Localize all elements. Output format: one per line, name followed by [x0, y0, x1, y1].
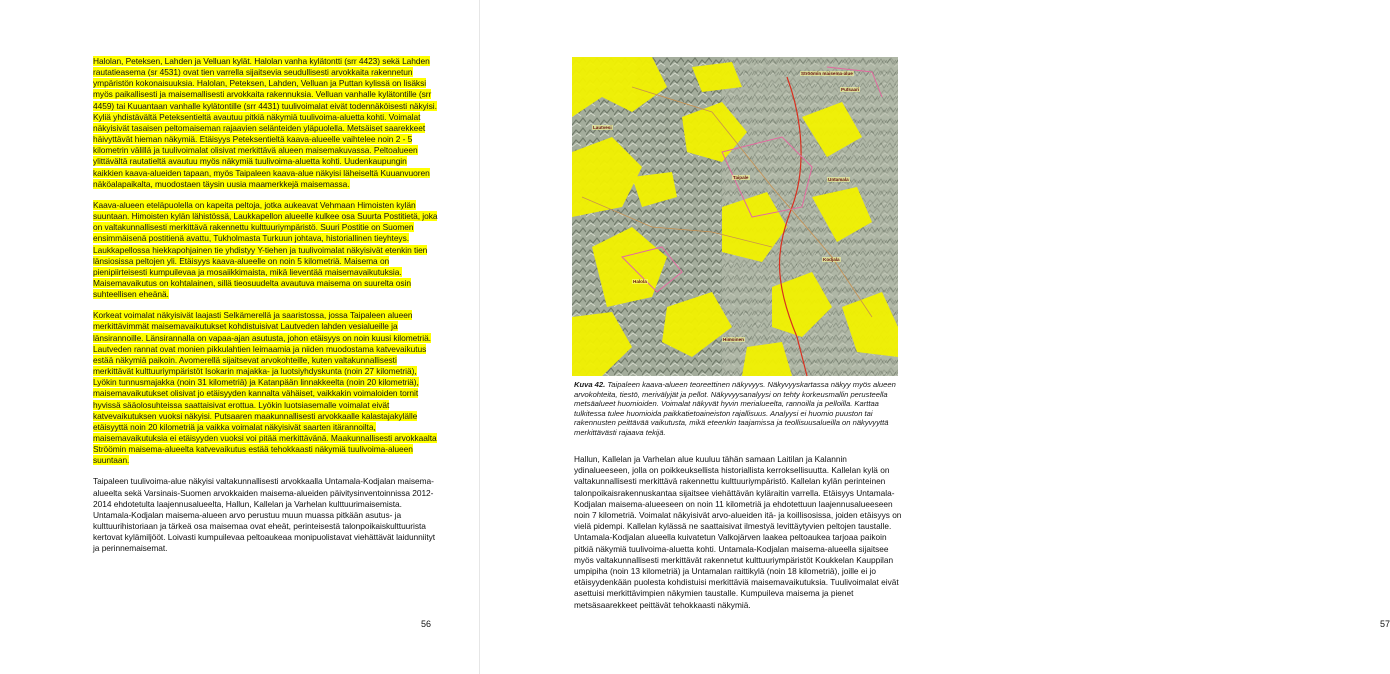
paragraph-text: Korkeat voimalat näkyisivät laajasti Selkämerellä ja saaristossa, jossa Taipaleen alueen merkittävimmät maisemavaikutukset kohdistuisivat Lautveden lahden vesialueille ja länsirannoille. Länsirannalla on vapaa-ajan asutusta, johon etäisyys on noin kuusi kilometriä. Lautveden rannat ovat monien pikkulahtien leimaamia ja niiden muodostama katvevaikutus estää näkymiä paikoin. Avomerellä sijaitsevat arvokohteille, kuten valtakunnallisesti merkittävät kulttuuriympäristöt Isokarin majakka- ja luotsiyhdyskunta (noin 27 kilometriä), Lyökin tunnusmajakka (noin 31 kilometriä) ja Katanpään linnakkeelta (noin 20 kilometriä), maisemavaikutukset olisivat jo etäisyyden kannalta vähäiset, vaikkakin voimaloiden tornit hyvissä sääolosuhteissa saattaisivat erottua. Lyökin luotsiasemalle voimalat eivät katvevaikutuksen vuoksi näkyisi. Putsaaren maakunnallisesti arvokkaalle kalastajakylälle etäisyyttä noin 20 kilometriä ja vaikka voimalat näkyisivät saarten itärannoilta, maisemavaikutuksia ei etäisyyden vuoksi voi pitää merkittävänä. Maakunnallisesti arvokkaalta Ströömin maisema-alueelta katvevaikutus estää tehokkaasti näkymiä tuulivoima-alueen suuntaan.: [93, 310, 437, 466]
paragraph-villages: [93, 56, 438, 190]
caption-label: Kuva 42.: [574, 380, 606, 389]
map-label: Ströömin maisema-alue: [801, 71, 853, 76]
map-label: Putsaari: [841, 87, 860, 92]
paragraph-hallu: Hallun, Kallelan ja Varhelan alue kuuluu tähän samaan Laitilan ja Kalannin ydinalueeseen, jolla on poikkeuksellista historiallista kerroksellisuutta. Kallelan kylä on valtakunnallisesti merkittävä rakennettu kulttuuriympäristö. Kallelan kylän perinteinen talonpoikaisrakennuskantaa sijaitsee viehättävän kyläraitin varrella. Etäisyys Untamala-Kodjalan maisema-alueeseen on noin 11 kilometriä ja ehdotettuun laajennusalueeseen noin 7 kilometriä. Voimalat näkyisivät arvo-alueiden itä- ja koillisosissa, joiden etäisyys on vielä pidempi. Kallelan kylässä ne saattaisivat ilmestyä levittäytyvien peltojen taustalle. Untamala-Kodjalan alueella kuivatetun Valkojärven laakea peltoaukea tarjoaa paikoin pitkiä näkymiä tuulivoima-aluetta kohti. Untamala-Kodjalan maisema-alueella sijaitsee myös valtakunnallisesti merkittävät rakennetut kulttuuriympäristöt Koukkelan Kauppilan umpipiha (noin 13 kilometriä) ja Untamalan raittikylä (noin 18 kilometriä), joille ei jo etäisyydenkään puolesta kohdistuisi merkittäviä maisemavaikutuksia. Tuulivoimalat eivät asettuisi merkittävimpien näkymien taustalle. Kumpuileva maisema ja pienet metsäsaarekkeet peittävät tehokkaasti näkymiä.: [574, 454, 902, 610]
right-text-column: [574, 454, 904, 611]
visibility-map: [572, 57, 898, 376]
map-label: Kodjala: [823, 257, 840, 262]
paragraph-sea: [93, 310, 438, 466]
map-label: Himoinen: [723, 337, 744, 342]
map-label: Lautvesi: [593, 125, 612, 130]
left-page: [0, 0, 480, 674]
left-text-column: [93, 56, 438, 565]
map-label: Halola: [633, 279, 647, 284]
caption-text: Taipaleen kaava-alueen teoreettinen näkyvyys. Näkyvyyskartassa näkyy myös alueen arvokohteita, tiestö, merivälyjät ja pellot. Näkyvyysanalyysi on tehty korkeusmallin perusteella metsäalueet huomioiden. Voimalat näkyvät hyvin merialueelta, rannoilla ja pelloilla. Karttaa tulkitessa tulee huomioida paikkatietoaineiston rajallisuus. Analyysi ei huomio puuston tai rakennusten peittävää vaikutusta, mikä eteenkin taajamissa ja teollisuusalueilla on näkyvyyttä merkittävästi rajaava tekijä.: [574, 380, 896, 437]
paragraph-text: Halolan, Peteksen, Lahden ja Velluan kylät. Halolan vanha kylätontti (srr 4423) sekä Lahden rautatieasema (sr 4531) ovat tien varrella sijaitsevia seudullisesti arvokkaita rakennetun ympäristön kokonaisuuksia. Halolan, Peteksen, Lahden, Velluan ja Puttan kylissä on lisäksi myös paikallisesti ja maisemallisesti arvokkaita rakennuksia. Velluan vanhalle kylätontille (srr 4459) tai Kuuantaan vanhalle kylätontille (srr 4431) tuulivoimalat eivät todennäköisesti näkyisi. Kyliä yhdistävältä Peteksentieltä avautuu pitkiä näkymiä tuulivoima-aluetta kohti. Voimalat näkyisivät tasaisen peltomaiseman rajaavien selänteiden yläpuolella. Metsäiset saarekkeet häivyttävät hieman näkymiä. Etäisyys Peteksentieltä kaava-alueelle vaihtelee noin 2 - 5 kilometrin välillä ja tuulivoimalat olisivat merkittävä alueen maisemakuvassa. Peltoalueen ylittävältä rautatieltä avautuu myös näkymiä tuulivoima-aluetta kohti. Uudenkaupungin kaikkien kaava-alueiden tapaan, myös Taipaleen kaava-alue näkyisi läheiseltä Kuuanvuoren näköalapaikalta, muodostaen täysin uusia maamerkkejä maisemassa.: [93, 56, 437, 189]
page-number: 56: [421, 619, 432, 629]
map-label: Untamala: [828, 177, 849, 182]
paragraph-himoinen: [93, 200, 438, 300]
page-number: 57: [1380, 619, 1390, 629]
paragraph-untamala: Taipaleen tuulivoima-alue näkyisi valtakunnallisesti arvokkaalla Untamala-Kodjalan maisema-alueelta sekä Varsinais-Suomen arvokkaiden maisema-alueiden päivitysinventoinnissa 2012-2014 ehdotetulta laajennusalueelta, Hallun, Kallelan ja Varhelan kulttuurimaisemista. Untamala-Kodjalan maisema-alueen arvo perustuu muun muassa pitkään asutus- ja kulttuurihistoriaan ja tärkeä osa maisemaa ovat eheät, perinteisestä talonpoikaiskulttuurista kertovat kylämiljööt. Loivasti kumpuilevaa peltoaukeaa monipuolistavat viehättävät laidunniityt ja perinnemaisemat.: [93, 476, 436, 554]
figure-caption: [574, 380, 904, 438]
map-graphic: [572, 57, 898, 376]
map-label: Taipale: [733, 175, 749, 180]
paragraph-text: Kaava-alueen eteläpuolella on kapeita peltoja, jotka aukeavat Vehmaan Himoisten kylän suuntaan. Himoisten kylän lähistössä, Laukkapellon alueelle kulkee osa Suurta Postitietä, joka on valtakunnallisesti merkittävä rakennettu kulttuuriympäristö. Suuri Postitie on Suomen ensimmäisenä postitienä avattu, Tukholmasta Turkuun johtava, historiallinen tieyhteys. Laukkapellossa hiekkapohjainen tie yhdistyy Y-tiehen ja tuulivoimalat näkyisivät etenkin tien länsiosissa peltojen yli. Etäisyys kaava-alueelle on noin 5 kilometriä. Maisema on pienipiirteisesti kumpuilevaa ja mosaiikkimaista, mikä lieventää maisemavaikutuksia. Maisemavaikutus on kohtalainen, sillä tieosuudelta avautuva maisema on suurelta osin suhteellisen eheänä.: [93, 199, 438, 300]
